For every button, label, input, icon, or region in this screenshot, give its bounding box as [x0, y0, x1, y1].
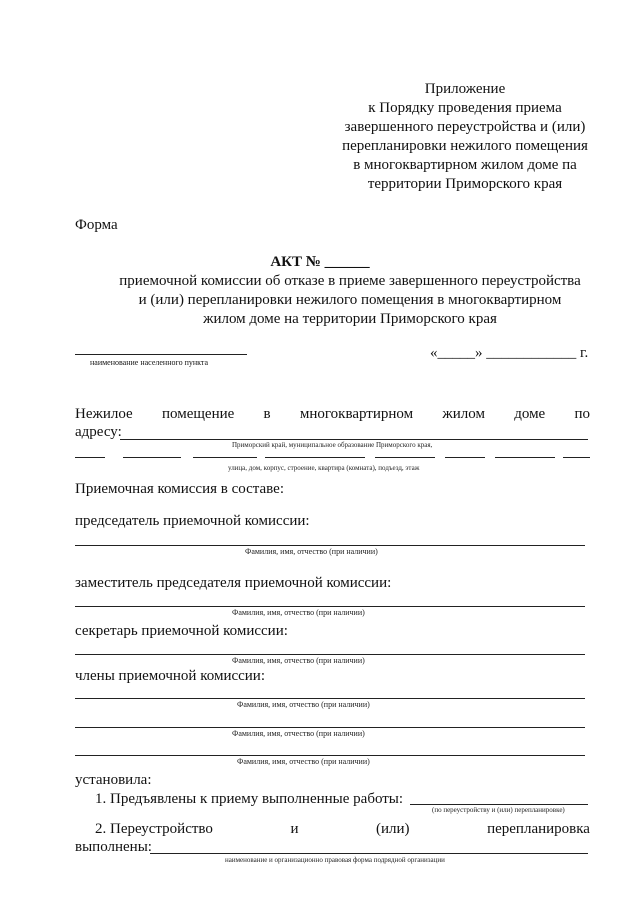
premises-word: по: [574, 406, 590, 422]
item1-caption: (по переустройству и (или) перепланировке): [432, 806, 565, 814]
member-field-3[interactable]: [75, 755, 585, 756]
secretary-caption: Фамилия, имя, отчество (при наличии): [232, 656, 365, 665]
chairman-caption: Фамилия, имя, отчество (при наличии): [245, 547, 378, 556]
premises-word: помещение: [161, 406, 235, 422]
premises-word: в: [263, 406, 271, 422]
appendix-line: в многоквартирном жилом доме па: [353, 157, 577, 173]
member-field-1[interactable]: [75, 698, 585, 699]
address-field[interactable]: [120, 439, 588, 440]
appendix-line: перепланировки нежилого помещения: [342, 138, 588, 154]
deputy-field[interactable]: [75, 606, 585, 607]
secretary-label: секретарь приемочной комиссии:: [75, 623, 288, 639]
act-subtitle-line: и (или) перепланировки нежилого помещения в многоквартирном: [138, 292, 562, 308]
address-caption-region: Приморский край, муниципальное образование Приморского края,: [232, 441, 433, 449]
act-subtitle-line: приемочной комиссии об отказе в приеме завершенного переустройства: [119, 273, 581, 289]
address-caption-street: улица, дом, корпус, строение, квартира (комната), подъезд, этаж: [228, 464, 420, 472]
appendix-line: территории Приморского края: [367, 176, 563, 192]
item2-word: перепланировка: [487, 821, 590, 837]
chairman-label: председатель приемочной комиссии:: [75, 513, 310, 529]
item1-text: 1. Предъявлены к приему выполненные работы:: [95, 791, 404, 807]
item2-word: 2. Переустройство: [95, 821, 213, 837]
act-subtitle-line: жилом доме на территории Приморского края: [203, 311, 497, 327]
form-label: Форма: [75, 217, 118, 233]
commission-composition: Приемочная комиссия в составе:: [75, 481, 284, 497]
address-label: адресу:: [75, 424, 122, 440]
contractor-caption: наименование и организационно правовая форма подрядной организации: [225, 856, 445, 864]
premises-line: [75, 405, 590, 424]
item2-line: [95, 820, 590, 839]
appendix-line: к Порядку проведения приема: [368, 100, 562, 116]
item1-field[interactable]: [410, 804, 588, 805]
act-title: АКТ № ______: [270, 254, 370, 270]
item2-word: и: [290, 821, 299, 837]
appendix-line: Приложение: [424, 81, 506, 97]
appendix-block: [330, 80, 600, 194]
member-caption-2: Фамилия, имя, отчество (при наличии): [232, 729, 365, 738]
premises-word: доме: [514, 406, 546, 422]
deputy-label: заместитель председателя приемочной комиссии:: [75, 575, 392, 591]
chairman-field[interactable]: [75, 545, 585, 546]
appendix-line: завершенного переустройства и (или): [344, 119, 586, 135]
established-label: установила:: [75, 772, 152, 788]
deputy-caption: Фамилия, имя, отчество (при наличии): [232, 608, 365, 617]
member-caption-1: Фамилия, имя, отчество (при наличии): [237, 700, 370, 709]
address-field-2[interactable]: [75, 457, 590, 459]
item2-done-label: выполнены:: [75, 839, 152, 855]
settlement-caption: наименование населенного пункта: [90, 358, 209, 367]
secretary-field[interactable]: [75, 654, 585, 655]
contractor-field[interactable]: [150, 853, 588, 854]
member-field-2[interactable]: [75, 727, 585, 728]
settlement-field[interactable]: [75, 354, 247, 355]
members-label: члены приемочной комиссии:: [75, 668, 266, 684]
premises-word: жилом: [442, 406, 485, 422]
item2-word: (или): [376, 821, 410, 837]
member-caption-3: Фамилия, имя, отчество (при наличии): [237, 757, 370, 766]
act-subtitle: [80, 272, 620, 329]
date-field[interactable]: «_____» ____________ г.: [430, 345, 589, 361]
premises-word: Нежилое: [75, 406, 133, 422]
premises-word: многоквартирном: [299, 406, 414, 422]
